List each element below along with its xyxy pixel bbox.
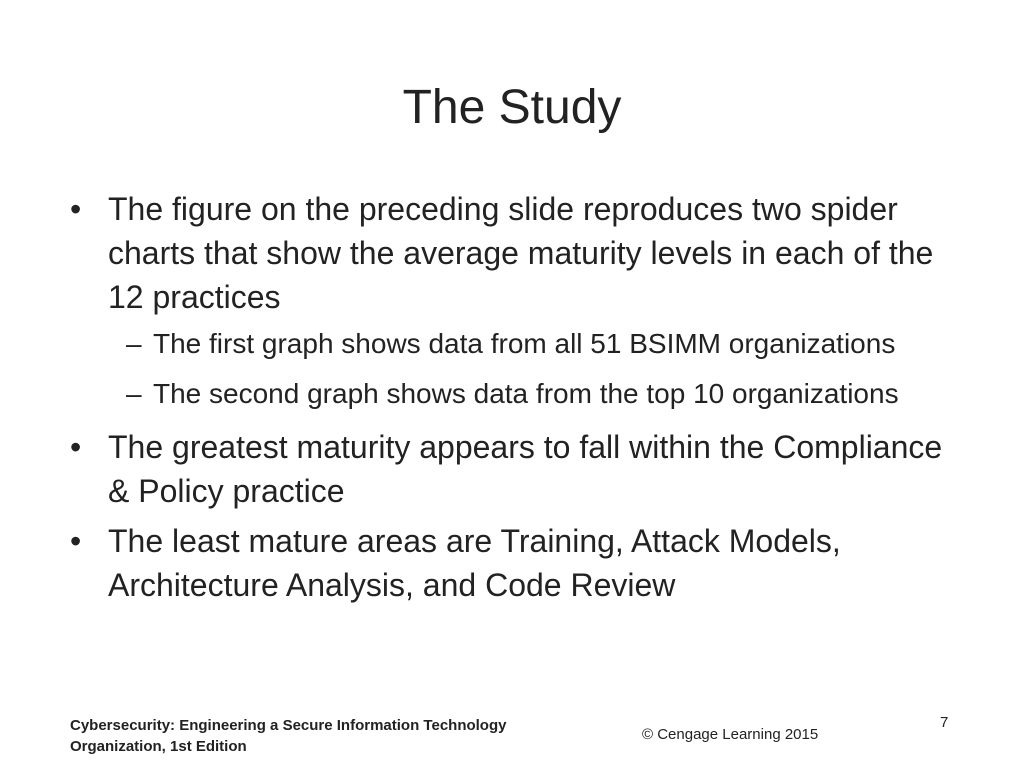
bullet-text: The figure on the preceding slide reproduces two spider charts that show the average maturity levels in each of the 12 practices	[108, 191, 934, 315]
slide-content	[70, 187, 970, 613]
footer-book-title	[70, 715, 590, 757]
bullet-marker: •	[70, 523, 82, 559]
sub-bullet-item	[70, 325, 970, 363]
bullet-item	[70, 187, 970, 319]
bullet-marker: •	[70, 191, 82, 227]
footer-copyright: © Cengage Learning 2015	[642, 726, 819, 743]
bullet-item	[70, 425, 970, 513]
sub-bullet-text: The first graph shows data from all 51 BSIMM organizations	[153, 328, 896, 359]
footer-book-line-2: Organization, 1st Edition	[70, 738, 247, 755]
sub-bullet-text: The second graph shows data from the top 10 organizations	[153, 378, 899, 409]
sub-bullet-marker: –	[126, 378, 142, 409]
bullet-marker: •	[70, 429, 82, 465]
bullet-item	[70, 519, 970, 607]
bullet-text: The least mature areas are Training, Attack Models, Architecture Analysis, and Code Review	[108, 523, 841, 603]
bullet-text: The greatest maturity appears to fall within the Compliance & Policy practice	[108, 429, 943, 509]
page-number: 7	[940, 714, 949, 731]
slide-title: The Study	[402, 81, 622, 134]
sub-bullet-item	[70, 375, 970, 413]
sub-bullet-marker: –	[126, 328, 142, 359]
footer-book-line-1: Cybersecurity: Engineering a Secure Information Technology	[70, 717, 507, 734]
